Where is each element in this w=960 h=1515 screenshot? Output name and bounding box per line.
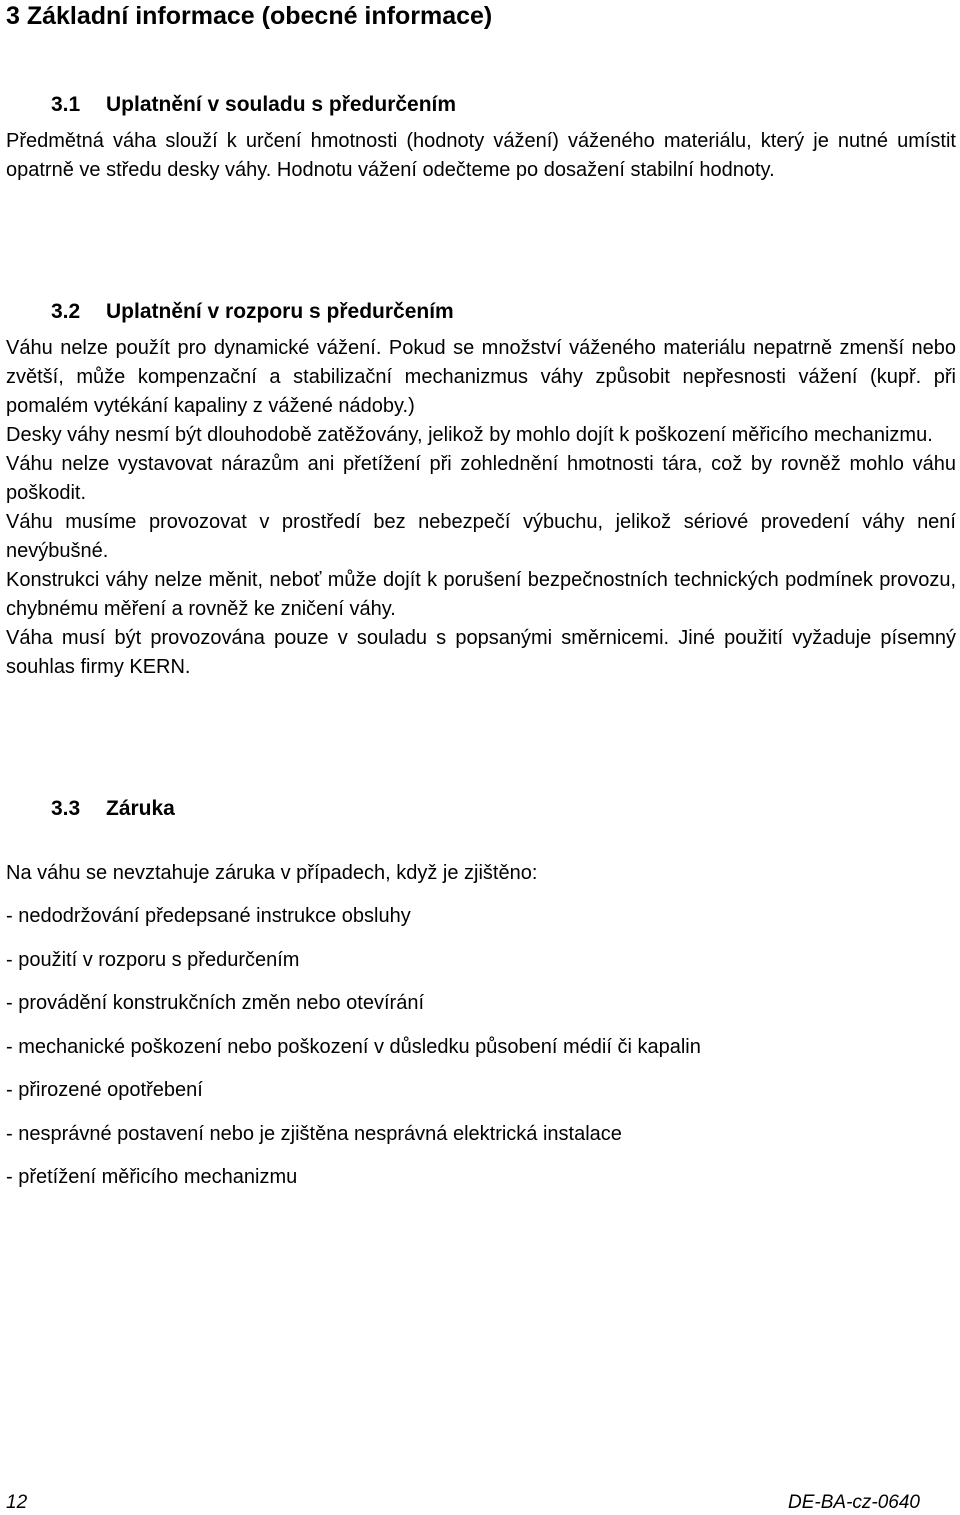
paragraph: Váhu nelze použít pro dynamické vážení. Pokud se množství váženého materiálu nepatrně zmenší nebo zvětší, může kompenzační a stabilizační mechanizmus váhy způsobit nepřesnosti vážení (kupř. při pomalém vytékání kapaliny z vážené nádoby.) bbox=[6, 337, 956, 417]
warranty-intro: Na váhu se nevztahuje záruka v případech, když je zjištěno: bbox=[6, 862, 538, 884]
section-number: 3.3 bbox=[51, 797, 81, 820]
paragraph: Váhu musíme provozovat v prostředí bez nebezpečí výbuchu, jelikož sériové provedení váhy není nevýbušné. bbox=[6, 511, 956, 562]
paragraph: Váhu nelze vystavovat nárazům ani přetížení při zohlednění hmotnosti tára, což by rovněž mohlo váhu poškodit. bbox=[6, 453, 956, 504]
paragraph: Konstrukci váhy nelze měnit, neboť může dojít k porušení bezpečnostních technických podmínek provozu, chybnému měření a rovněž ke zničení váhy. bbox=[6, 569, 956, 620]
list-item: - přetížení měřicího mechanizmu bbox=[6, 1166, 298, 1188]
section-title: Uplatnění v rozporu s předurčením bbox=[106, 300, 454, 323]
section-heading-3-3 bbox=[51, 795, 175, 823]
list-item: - nedodržování předepsané instrukce obsluhy bbox=[6, 905, 411, 927]
section-3-1-paragraph: Předmětná váha slouží k určení hmotnosti (hodnoty vážení) váženého materiálu, který je nutné umístit opatrně ve středu desky váhy. Hodnotu vážení odečteme po dosažení stabilní hodnoty. bbox=[6, 130, 956, 181]
list-item: - použití v rozporu s předurčením bbox=[6, 948, 300, 971]
warranty-exclusions-list bbox=[6, 902, 701, 1207]
list-item: - přirozené opotřebení bbox=[6, 1079, 203, 1101]
section-heading-3-2 bbox=[51, 298, 454, 326]
chapter-title: 3 Základní informace (obecné informace) bbox=[6, 2, 493, 30]
paragraph: Váha musí být provozována pouze v souladu s popsanými směrnicemi. Jiné použití vyžaduje písemný souhlas firmy KERN. bbox=[6, 627, 956, 678]
section-3-2-body bbox=[6, 334, 956, 682]
list-item: - provádění konstrukčních změn nebo otevírání bbox=[6, 992, 425, 1014]
section-title: Záruka bbox=[106, 797, 175, 820]
document-code: DE-BA-cz-0640 bbox=[788, 1492, 920, 1513]
section-heading-3-1 bbox=[51, 91, 456, 119]
page-number: 12 bbox=[6, 1492, 28, 1513]
list-item: - nesprávné postavení nebo je zjištěna nesprávná elektrická instalace bbox=[6, 1122, 622, 1145]
paragraph: Desky váhy nesmí být dlouhodobě zatěžovány, jelikož by mohlo dojít k poškození měřicího mechanizmu. bbox=[6, 424, 933, 446]
section-number: 3.2 bbox=[51, 300, 81, 323]
list-item: - mechanické poškození nebo poškození v důsledku působení médií či kapalin bbox=[6, 1035, 701, 1058]
section-number: 3.1 bbox=[51, 93, 81, 116]
section-title: Uplatnění v souladu s předurčením bbox=[106, 93, 457, 116]
